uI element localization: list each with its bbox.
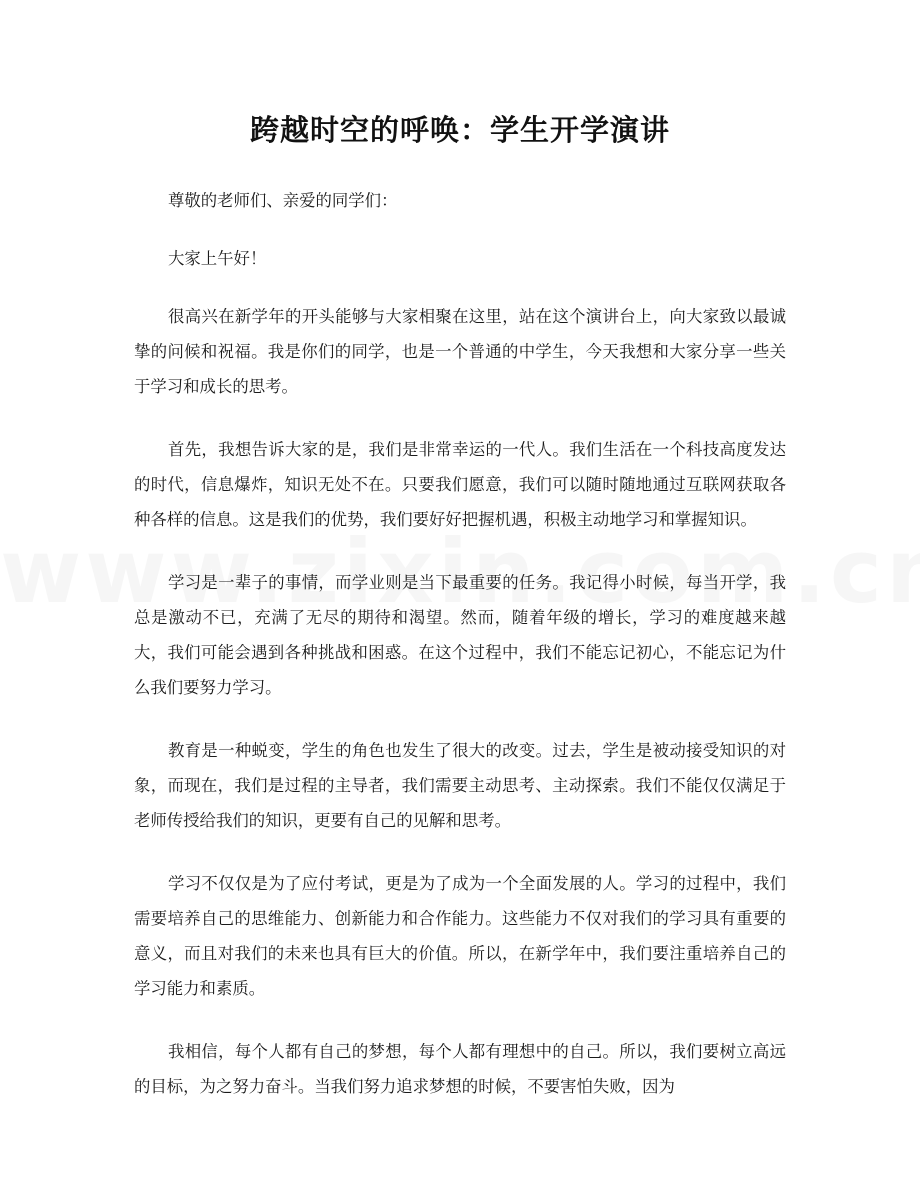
paragraph-lifelong-learning: 学习是一辈子的事情，而学业则是当下最重要的任务。我记得小时候，每当开学，我总是激动不已，充满了无尽的期待和渴望。然而，随着年级的增长，学习的难度越来越大，我们可能会遇到各种挑战和困惑。在这个过程中，我们不能忘记初心，不能忘记为什么我们要努力学习。 bbox=[134, 573, 786, 697]
document-title: 跨越时空的呼唤：学生开学演讲 bbox=[249, 113, 670, 147]
document-body bbox=[134, 183, 786, 1132]
paragraph-dreams: 我相信，每个人都有自己的梦想，每个人都有理想中的自己。所以，我们要树立高远的目标，为之努力奋斗。当我们努力追求梦想的时候，不要害怕失败，因为 bbox=[134, 1042, 786, 1096]
greeting: 大家上午好！ bbox=[168, 249, 267, 268]
paragraph-holistic-development: 学习不仅仅是为了应付考试，更是为了成为一个全面发展的人。学习的过程中，我们需要培养自己的思维能力、创新能力和合作能力。这些能力不仅对我们的学习具有重要的意义，而且对我们的未来也具有巨大的价值。所以，在新学年中，我们要注重培养自己的学习能力和素质。 bbox=[134, 874, 786, 998]
paragraph-intro: 很高兴在新学年的开头能够与大家相聚在这里，站在这个演讲台上，向大家致以最诚挚的问候和祝福。我是你们的同学，也是一个普通的中学生，今天我想和大家分享一些关于学习和成长的思考。 bbox=[134, 307, 786, 396]
salutation: 尊敬的老师们、亲爱的同学们： bbox=[168, 191, 398, 210]
paragraph-lucky-generation: 首先，我想告诉大家的是，我们是非常幸运的一代人。我们生活在一个科技高度发达的时代，信息爆炸，知识无处不在。只要我们愿意，我们可以随时随地通过互联网获取各种各样的信息。这是我们的优势，我们要好好把握机遇，积极主动地学习和掌握知识。 bbox=[134, 440, 786, 529]
paragraph-education-transformation: 教育是一种蜕变，学生的角色也发生了很大的改变。过去，学生是被动接受知识的对象，而现在，我们是过程的主导者，我们需要主动思考、主动探索。我们不能仅仅满足于老师传授给我们的知识，更要有自己的见解和思考。 bbox=[134, 741, 786, 830]
